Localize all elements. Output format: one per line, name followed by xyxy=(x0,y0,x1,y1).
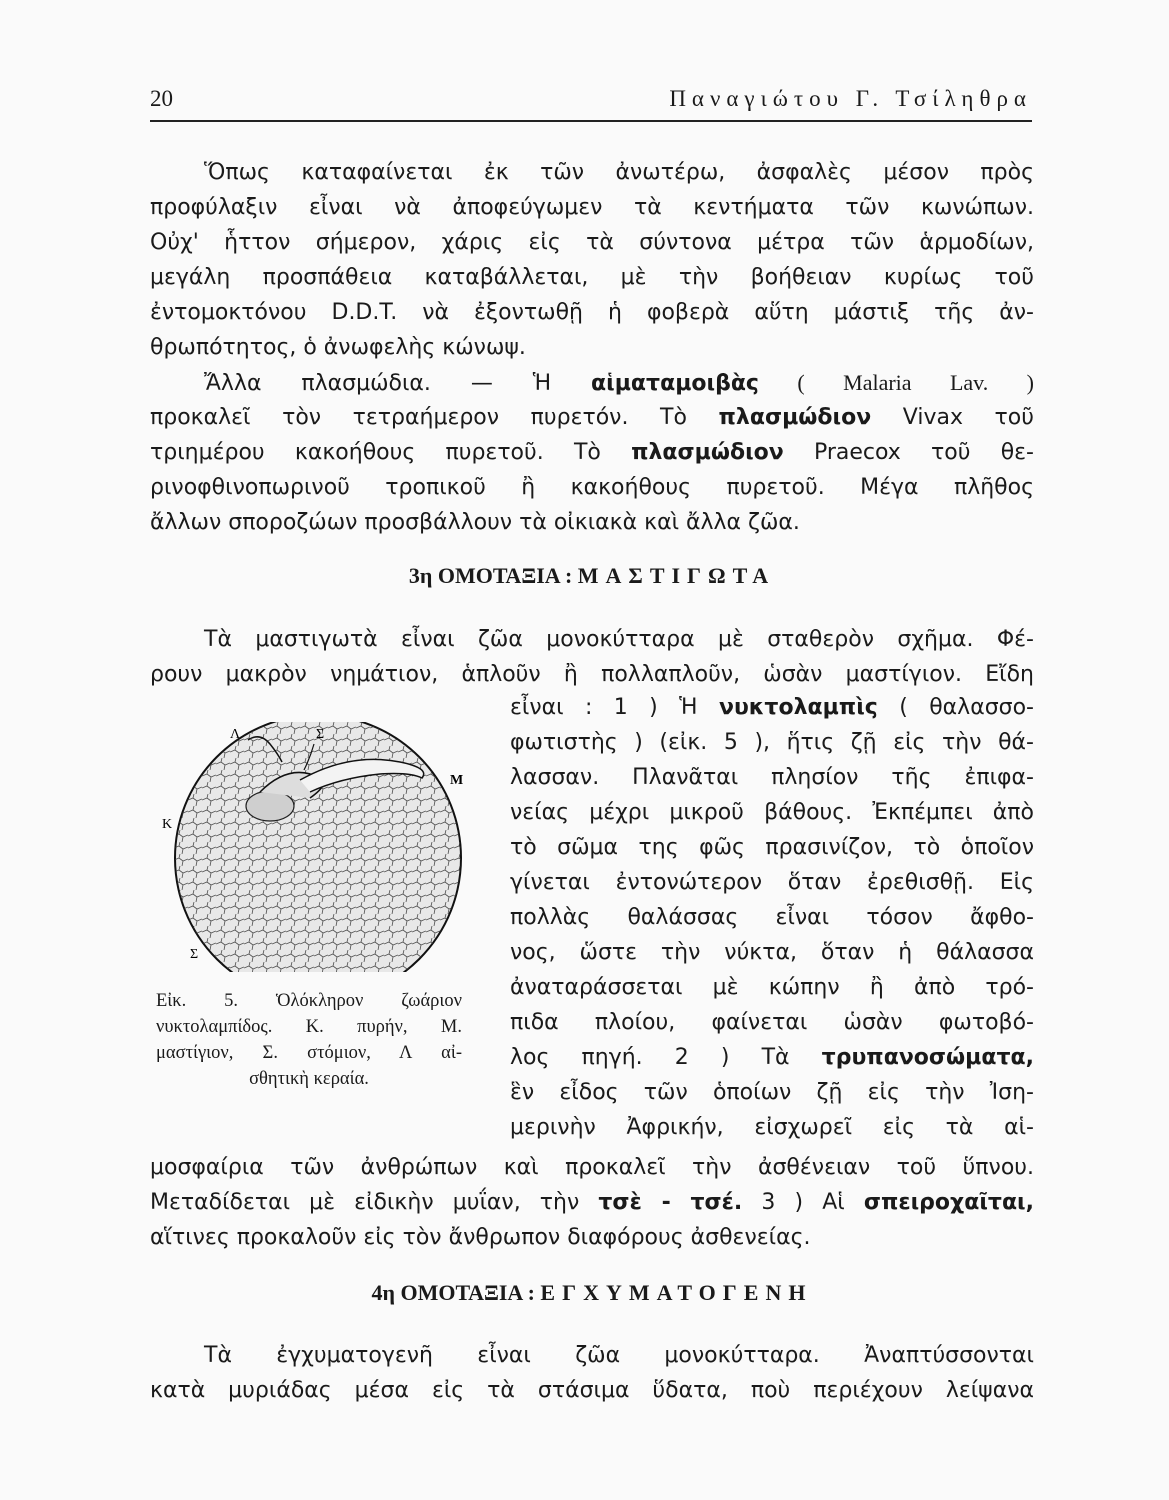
label-st: Σ xyxy=(190,947,199,962)
text-line: ἀναταράσσεται μὲ κώπην ἢ ἀπὸ τρό- xyxy=(510,975,1034,1000)
label-a: Λ xyxy=(230,727,241,742)
text-line: γίνεται ἐντονώτερον ὅταν ἐρεθισθῇ. Εἰς xyxy=(510,870,1034,895)
text-line: πιδα πλοίου, φαίνεται ὡσὰν φωτοβό- xyxy=(510,1010,1034,1035)
term-bold: τσὲ - τσέ. xyxy=(598,1190,743,1215)
term-bold: νυκτολαμπὶς xyxy=(718,695,878,720)
intro-paragraph xyxy=(150,155,1034,365)
term-bold: αἱματαμοιβὰς xyxy=(591,371,759,396)
text-line: λασσαν. Πλανᾶται πλησίον τῆς ἐπιφα- xyxy=(510,765,1034,790)
text-line: φωτιστὴς ) (εἰκ. 5 ), ἥτις ζῇ εἰς τὴν θά- xyxy=(510,730,1034,755)
text-line xyxy=(510,1040,1034,1075)
text-line: κατὰ μυριάδας μέσα εἰς τὰ στάσιμα ὕδατα, ποὺ περιέχουν λείψανα xyxy=(150,1378,1034,1403)
text-line xyxy=(150,365,1034,400)
text-run: προκαλεῖ τὸν τετραήμερον πυρετόν. Τὸ xyxy=(150,405,719,430)
egchymatogeni-paragraph xyxy=(150,1338,1034,1408)
text-line: Οὐχ' ἧττον σήμερον, χάρις εἰς τὰ σύντονα μέτρα τῶν ἁρμοδίων, xyxy=(150,230,1034,255)
text-run: εἶναι : 1 ) Ἡ xyxy=(510,695,719,720)
heading-title: ΜΑΣΤΙΓΩΤΑ xyxy=(577,563,776,588)
text-line xyxy=(150,400,1034,435)
text-line: ἄλλων σποροζώων προσβάλλουν τὰ οἰκιακὰ καὶ ἄλλα ζῶα. xyxy=(150,510,800,535)
text-run: Vivax τοῦ xyxy=(871,405,1034,430)
text-line: νος, ὥστε τὴν νύκτα, ὅταν ἡ θάλασσα xyxy=(510,940,1034,965)
plasmodia-paragraph xyxy=(150,365,1034,540)
text-line: ρουν μακρὸν νημάτιον, ἁπλοῦν ἢ πολλαπλοῦν, ὡσὰν μαστίγιον. Εἴδη xyxy=(150,662,1034,687)
term-bold: σπειροχαῖται, xyxy=(863,1190,1034,1215)
text-line: προφύλαξιν εἶναι νὰ ἀποφεύγωμεν τὰ κεντήματα τῶν κωνώπων. xyxy=(150,195,1034,220)
page-number: 20 xyxy=(150,86,173,111)
text-line: Τὰ ἐγχυματογενῆ εἶναι ζῶα μονοκύτταρα. Ἀναπτύσσονται xyxy=(204,1343,1034,1368)
text-run: Ἄλλα πλασμώδια. — Ἡ xyxy=(204,371,592,396)
caption-line: σθητικὴ κεραία. xyxy=(249,1069,369,1089)
section-heading-3 xyxy=(150,563,1034,589)
mastigota-right-column xyxy=(510,690,1034,1145)
figure-caption xyxy=(156,988,462,1092)
text-run: τριημέρου κακοήθους πυρετοῦ. Τὸ xyxy=(150,440,632,465)
label-k: Κ xyxy=(162,817,173,832)
section-heading-4 xyxy=(150,1280,1034,1306)
text-run: λος πηγή. 2 ) Τὰ xyxy=(510,1045,822,1070)
caption-line: μαστίγιον, Σ. στόμιον, Λ αἰ- xyxy=(156,1043,462,1063)
heading-prefix: 3η ΟΜΟΤΑΞΙΑ : xyxy=(408,563,578,588)
term-bold: τρυπανοσώματα, xyxy=(821,1045,1034,1070)
noctiluca-figure xyxy=(160,722,470,972)
text-line: πολλὰς θαλάσσας εἶναι τόσον ἄφθο- xyxy=(510,905,1034,930)
text-line: μερινὴν Ἀφρικήν, εἰσχωρεῖ εἰς τὰ αἱ- xyxy=(510,1115,1034,1140)
caption-line: νυκτολαμπίδος. Κ. πυρήν, Μ. xyxy=(156,1017,462,1037)
text-line: ρινοφθινοπωρινοῦ τροπικοῦ ἢ κακοήθους πυρετοῦ. Μέγα πλῆθος xyxy=(150,475,1034,500)
running-head: Παναγιώτου Γ. Τσίληθρα xyxy=(669,86,1032,111)
label-m: Μ xyxy=(450,773,464,788)
text-line xyxy=(150,435,1034,470)
text-line: αἵτινες προκαλοῦν εἰς τὸν ἄνθρωπον διαφόρους ἀσθενείας. xyxy=(150,1225,811,1250)
noctiluca-illustration xyxy=(160,722,470,972)
text-run: 3 ) Αἱ xyxy=(742,1190,864,1215)
mastigota-continuation xyxy=(150,1150,1034,1255)
term-bold: πλασμώδιον xyxy=(631,440,784,465)
text-line: ἓν εἶδος τῶν ὁποίων ζῇ εἰς τὴν Ἰση- xyxy=(510,1080,1034,1105)
term-bold: πλασμώδιον xyxy=(718,405,872,430)
heading-prefix: 4η ΟΜΟΤΑΞΙΑ : xyxy=(371,1280,541,1305)
text-line: νείας μέχρι μικροῦ βάθους. Ἐκπέμπει ἀπὸ xyxy=(510,800,1034,825)
text-line: τὸ σῶμα της φῶς πρασινίζον, τὸ ὁποῖον xyxy=(510,835,1034,860)
text-run: ( Malaria Lav. ) xyxy=(758,370,1034,395)
heading-title: ΕΓΧΥΜΑΤΟΓΕΝΗ xyxy=(540,1280,813,1305)
mastigota-paragraph xyxy=(150,622,1034,692)
text-line: μεγάλη προσπάθεια καταβάλλεται, μὲ τὴν βοήθειαν κυρίως τοῦ xyxy=(150,265,1034,290)
text-line: μοσφαίρια τῶν ἀνθρώπων καὶ προκαλεῖ τὴν ἀσθένειαν τοῦ ὕπνου. xyxy=(150,1155,1034,1180)
text-run: ( θαλασσο- xyxy=(877,695,1034,720)
text-line: Ὅπως καταφαίνεται ἐκ τῶν ἀνωτέρω, ἀσφαλὲς μέσον πρὸς xyxy=(204,160,1034,185)
text-line xyxy=(510,690,1034,725)
caption-line: Εἰκ. 5. Ὁλόκληρον ζωάριον xyxy=(156,991,462,1011)
text-line: ἐντομοκτόνου D.D.T. νὰ ἐξοντωθῇ ἡ φοβερὰ αὕτη μάστιξ τῆς ἀν- xyxy=(150,300,1034,325)
page-header xyxy=(150,84,1032,122)
text-line: Τὰ μαστιγωτὰ εἶναι ζῶα μονοκύτταρα μὲ σταθερὸν σχῆμα. Φέ- xyxy=(204,627,1034,652)
text-run: Μεταδίδεται μὲ εἰδικὴν μυΐαν, τὴν xyxy=(150,1190,599,1215)
text-line: θρωπότητος, ὁ ἀνωφελὴς κώνωψ. xyxy=(150,335,526,360)
text-run: Praecox τοῦ θε- xyxy=(783,440,1034,465)
label-s: Σ xyxy=(316,727,325,742)
text-line xyxy=(150,1185,1034,1220)
